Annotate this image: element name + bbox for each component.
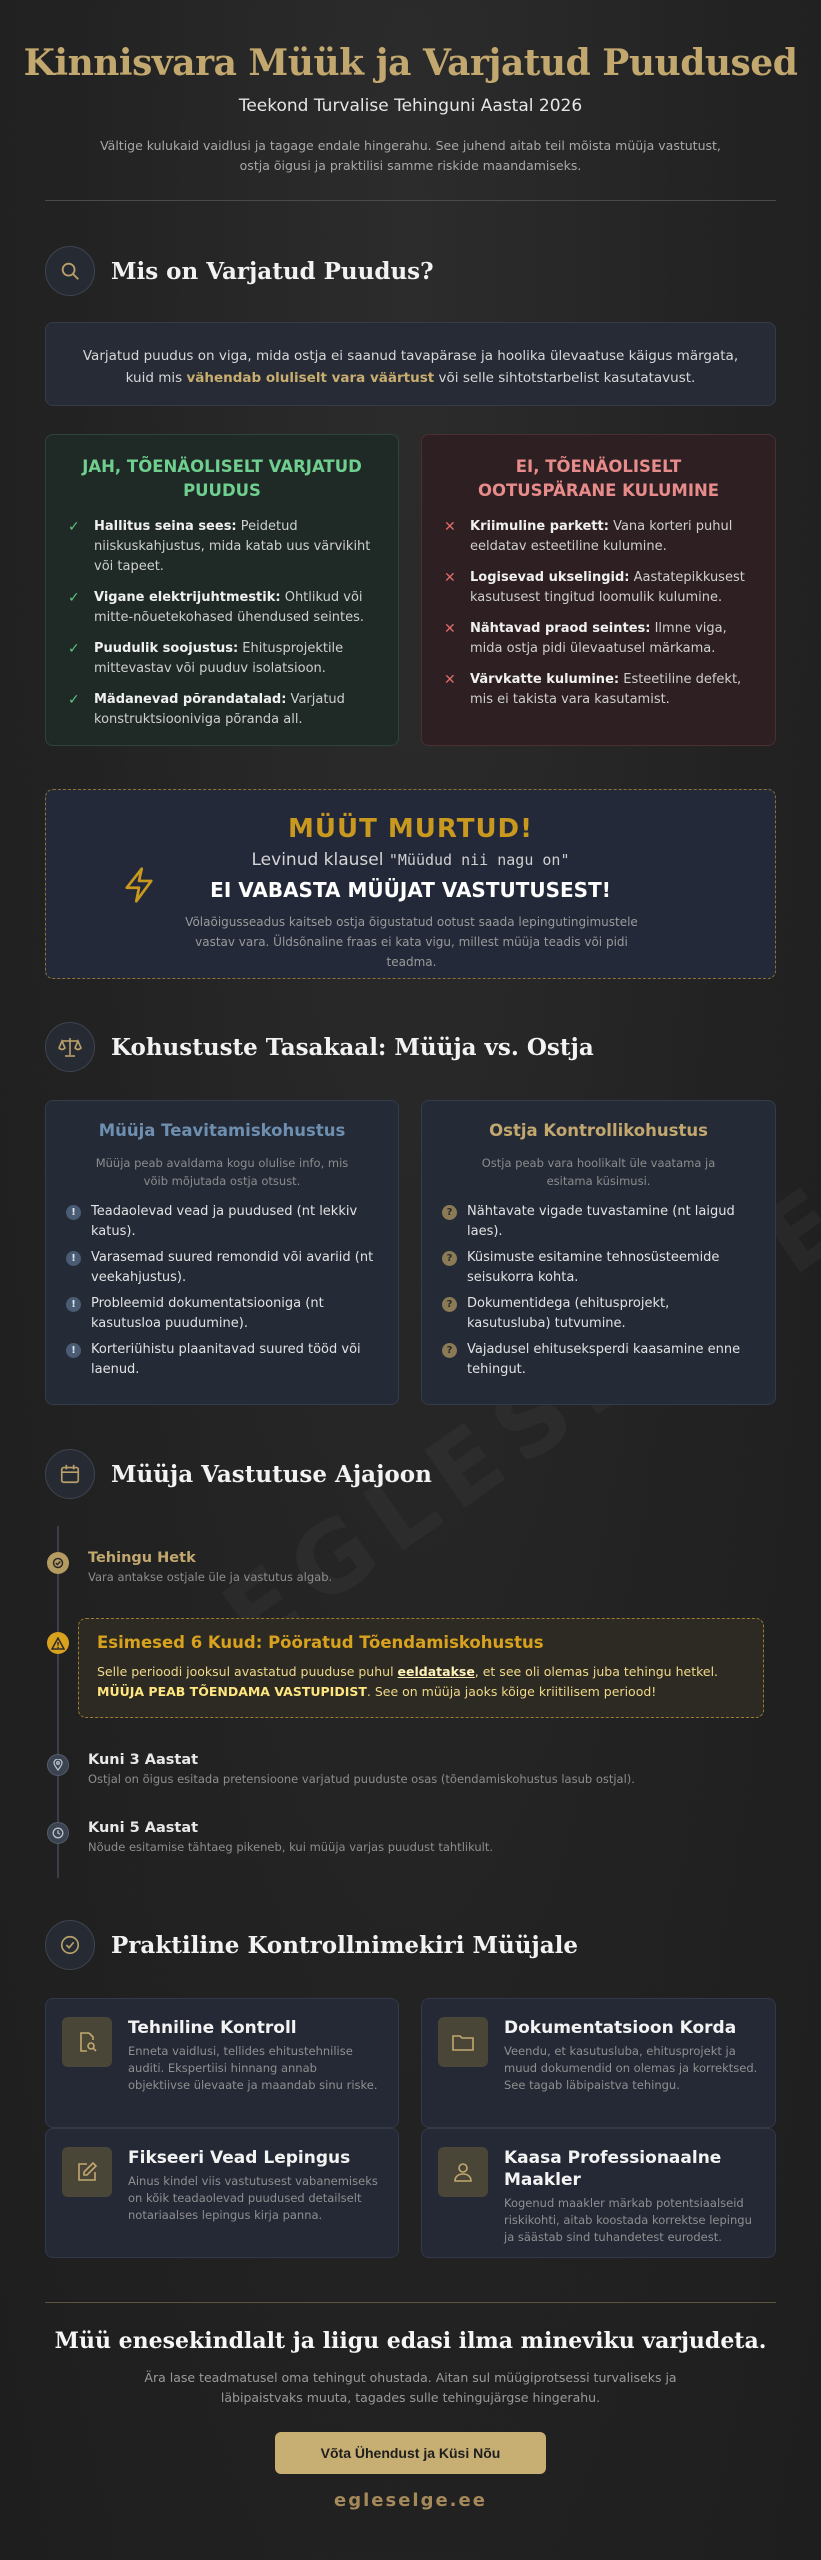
question-icon: ? xyxy=(442,1297,457,1312)
cta-title: Müü enesekindlalt ja liigu edasi ilma mineviku varjudeta. xyxy=(54,2328,767,2354)
checklist-text: Enneta vaidlusi, tellides ehitustehnilise auditi. Ekspertiisi hinnang annab objektiivse ülevaate ja maandab sinu riske. xyxy=(128,2044,378,2092)
section-title: Müüja Vastutuse Ajajoon xyxy=(111,1460,432,1488)
checklist-text: Kogenud maakler märkab potentsiaalseid riskikohti, aitab koostada korrektse lepingu ja säästab sind tuhandetest eurodest. xyxy=(504,2196,752,2244)
seller-duty-title: Müüja Teavitamiskohustus xyxy=(98,1121,346,1140)
exclamation-icon: ! xyxy=(66,1297,81,1312)
check-circle-icon xyxy=(45,1920,95,1970)
buyer-duty-card xyxy=(421,1100,776,1405)
checklist-card xyxy=(45,2128,399,2258)
cta-description: Ära lase teadmatusel oma tehingut ohustada. Aitan sul müügiprotsessi turvaliseks ja läbipaistvaks muuta, tagades sulle tehingujärgse hingerahu. xyxy=(144,2370,677,2405)
cross-icon: ✕ xyxy=(444,570,456,586)
cross-icon: ✕ xyxy=(444,672,456,688)
buyer-duty-title: Ostja Kontrollikohustus xyxy=(489,1121,708,1140)
section-header-timeline xyxy=(45,1449,432,1499)
list-item: ! Probleemid dokumentatsiooniga (nt kasutusloa puudumine). xyxy=(66,1294,378,1334)
yes-box-title: JAH, TÕENÄOLISELT VARJATUD PUUDUS xyxy=(82,457,362,500)
list-item: ? Küsimuste esitamine tehnosüsteemide seisukorra kohta. xyxy=(442,1248,755,1288)
list-item: ✓ Vigane elektrijuhtmestik: Ohtlikud või mitte-nõuetekohased ühendused seintes. xyxy=(68,588,376,628)
cross-icon: ✕ xyxy=(444,519,456,535)
timeline-title: Tehingu Hetk xyxy=(88,1550,196,1566)
divider xyxy=(45,2302,776,2303)
list-item: ✓ Mädanevad põrandatalad: Varjatud konstruktsiooniviga põranda all. xyxy=(68,690,376,730)
timeline-title: Kuni 5 Aastat xyxy=(88,1820,199,1836)
critical-period-title: Esimesed 6 Kuud: Pööratud Tõendamiskohustus xyxy=(97,1633,544,1652)
checklist-title: Fikseeri Vead Lepingus xyxy=(128,2148,351,2168)
exclamation-icon: ! xyxy=(66,1251,81,1266)
search-icon xyxy=(45,246,95,296)
myth-statement: EI VABASTA MÜÜJAT VASTUTUSEST! xyxy=(210,878,611,902)
question-icon: ? xyxy=(442,1205,457,1220)
myth-box xyxy=(45,789,776,979)
list-item: ? Dokumentidega (ehitusprojekt, kasutusluba) tutvumine. xyxy=(442,1294,755,1334)
check-icon: ✓ xyxy=(68,692,80,708)
list-item: ✕ Värvkatte kulumine: Esteetiline defekt, mis ei takista vara kasutamist. xyxy=(444,670,753,710)
buyer-duty-description: Ostja peab vara hoolikalt üle vaatama ja esitama küsimusi. xyxy=(481,1156,716,1188)
timeline-title: Kuni 3 Aastat xyxy=(88,1752,199,1768)
list-item: ✕ Kriimuline parkett: Vana korteri puhul eeldatav esteetiline kulumine. xyxy=(444,517,753,557)
check-icon: ✓ xyxy=(68,590,80,606)
definition-box: Varjatud puudus on viga, mida ostja ei saanud tavapärase ja hoolika ülevaatuse käigus märgata, kuid mis vähendab oluliselt vara väärtust või selle sihtotstarbelist kasutatavust. xyxy=(45,322,776,406)
document-search-icon xyxy=(62,2017,112,2067)
checklist-title: Tehniline Kontroll xyxy=(128,2018,297,2038)
list-item: ✓ Hallitus seina sees: Peidetud niiskuskahjustus, mida katab uus värvikiht või tapeet. xyxy=(68,517,376,577)
checklist-title: Kaasa Professionaalne Maakler xyxy=(504,2148,722,2190)
seller-duty-card xyxy=(45,1100,399,1405)
list-item: ! Teadaolevad vead ja puudused (nt lekkiv katus). xyxy=(66,1202,378,1242)
warning-icon xyxy=(47,1632,69,1654)
definition-highlight: vähendab oluliselt vara väärtust xyxy=(186,370,435,386)
contact-button[interactable]: Võta Ühendust ja Küsi Nõu xyxy=(275,2432,546,2474)
seller-duty-description: Müüja peab avaldama kogu olulise info, mis võib mõjutada ostja otsust. xyxy=(95,1156,349,1188)
checklist-text: Veendu, et kasutusluba, ehitusprojekt ja muud dokumendid on olemas ja korrektsed. See tagab läbipaistva tehingu. xyxy=(504,2044,758,2092)
check-icon: ✓ xyxy=(68,519,80,535)
yes-box xyxy=(45,434,399,746)
timeline-text: Nõude esitamise tähtaeg pikeneb, kui müüja varjas puudust tahtlikult. xyxy=(88,1840,494,1854)
person-icon xyxy=(438,2147,488,2197)
location-icon xyxy=(47,1754,69,1776)
check-icon: ✓ xyxy=(68,641,80,657)
list-item: ✕ Logisevad ukselingid: Aastatepikkusest kasutusest tingitud loomulik kulumine. xyxy=(444,568,753,608)
checklist-title: Dokumentatsioon Korda xyxy=(504,2018,737,2038)
critical-period-text: Selle perioodi jooksul avastatud puuduse puhul eeldatakse, et see oli olemas juba tehingu hetkel. MÜÜJA PEAB TÕENDAMA VASTUPIDIST. See on müüja jaoks kõige kriitilisem periood! xyxy=(97,1664,719,1699)
myth-title: MÜÜT MURTUD! xyxy=(287,814,533,844)
brand-link[interactable]: egleselge.ee xyxy=(334,2490,487,2511)
list-item: ✓ Puudulik soojustus: Ehitusprojektile mittevastav või puuduv isolatsioon. xyxy=(68,639,376,679)
exclamation-icon: ! xyxy=(66,1205,81,1220)
timeline-text: Ostjal on õigus esitada pretensioone varjatud puuduste osas (tõendamiskohustus lasub ostjal). xyxy=(88,1772,635,1786)
clock-icon xyxy=(47,1822,69,1844)
section-header-balance xyxy=(45,1022,594,1072)
page-title: Kinnisvara Müük ja Varjatud Puudused xyxy=(23,42,798,84)
section-title: Kohustuste Tasakaal: Müüja vs. Ostja xyxy=(111,1033,594,1061)
list-item: ! Korteriühistu plaanitavad suured tööd või laenud. xyxy=(66,1340,378,1380)
question-icon: ? xyxy=(442,1251,457,1266)
folder-icon xyxy=(438,2017,488,2067)
myth-clause: Levinud klausel "Müüdud nii nagu on" xyxy=(251,850,570,870)
no-box xyxy=(421,434,776,746)
scales-icon xyxy=(45,1022,95,1072)
checklist-card xyxy=(45,1998,399,2128)
section-title: Mis on Varjatud Puudus? xyxy=(111,257,434,285)
divider xyxy=(45,200,776,201)
page-subtitle: Teekond Turvalise Tehinguni Aastal 2026 xyxy=(238,96,583,116)
critical-period-box xyxy=(78,1618,764,1718)
edit-icon xyxy=(62,2147,112,2197)
section-header-checklist xyxy=(45,1920,578,1970)
cross-icon: ✕ xyxy=(444,621,456,637)
calendar-icon xyxy=(45,1449,95,1499)
timeline-dot-check-icon xyxy=(47,1552,69,1574)
no-box-title: EI, TÕENÄOLISELT OOTUSPÄRANE KULUMINE xyxy=(477,457,720,500)
page-description: Vältige kulukaid vaidlusi ja tagage endale hingerahu. See juhend aitab teil mõista müüja vastutust, ostja õigusi ja praktilisi samme riskide maandamiseks. xyxy=(100,138,721,173)
list-item: ✕ Nähtavad praod seintes: Ilmne viga, mida ostja pidi ülevaatusel märkama. xyxy=(444,619,753,659)
checklist-card xyxy=(421,1998,776,2128)
checklist-text: Ainus kindel viis vastutusest vabanemiseks on kõik teadaolevad puudused detailselt notariaalses lepingus kirja panna. xyxy=(128,2174,378,2222)
question-icon: ? xyxy=(442,1343,457,1358)
list-item: ? Nähtavate vigade tuvastamine (nt laigud laes). xyxy=(442,1202,755,1242)
exclamation-icon: ! xyxy=(66,1343,81,1358)
section-header-definition xyxy=(45,246,434,296)
section-title: Praktiline Kontrollnimekiri Müüjale xyxy=(111,1931,579,1959)
checklist-card xyxy=(421,2128,776,2258)
list-item: ? Vajadusel ehituseksperdi kaasamine enne tehingut. xyxy=(442,1340,755,1380)
timeline-text: Vara antakse ostjale üle ja vastutus algab. xyxy=(88,1570,333,1584)
myth-description: Võlaõigusseadus kaitseb ostja õigustatud ootust saada lepingutingimustele vastav vara. Üldsõnaline fraas ei kata vigu, millest müüja teadis või pidi teadma. xyxy=(185,915,638,969)
list-item: ! Varasemad suured remondid või avariid (nt veekahjustus). xyxy=(66,1248,378,1288)
